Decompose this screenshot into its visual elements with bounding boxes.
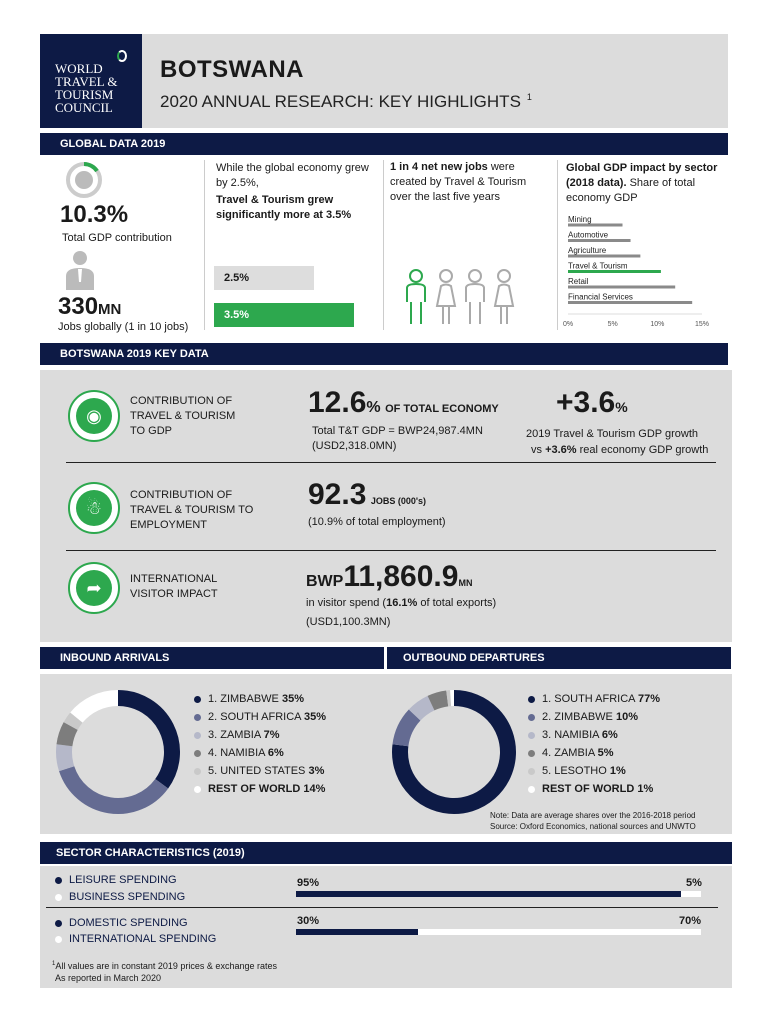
logo-mark-icon bbox=[117, 50, 127, 62]
sector-title-bold: Global GDP impact by sector (2018 data). bbox=[566, 162, 718, 189]
legend-dot bbox=[194, 768, 201, 775]
sector-title-rest: Share of total economy GDP bbox=[566, 177, 696, 204]
business-dot bbox=[55, 894, 62, 901]
legend-value: 35% bbox=[303, 711, 326, 723]
legend-item bbox=[528, 726, 728, 744]
legend-value: 10% bbox=[615, 711, 638, 723]
hiker-icon: ➦ bbox=[76, 570, 112, 606]
note-line: Note: Data are average shares over the 2016-2018 period bbox=[490, 811, 696, 820]
gdp-globe-icon bbox=[64, 162, 104, 198]
legend-label: 5. UNITED STATES bbox=[208, 765, 309, 777]
sector-label: Mining bbox=[568, 215, 592, 224]
legend-value: 6% bbox=[601, 729, 618, 741]
sector-label: Agriculture bbox=[568, 246, 607, 255]
global-gdp-value: 10.3% bbox=[60, 201, 129, 228]
legend-value: 6% bbox=[267, 747, 284, 759]
gdp-contribution-value bbox=[308, 386, 499, 420]
visitor-usd: (USD1,100.3MN) bbox=[306, 616, 391, 628]
visitor-share: 16.1% bbox=[386, 597, 418, 609]
gdp-growth-text-2 bbox=[531, 444, 708, 456]
donut-slice bbox=[400, 715, 414, 745]
jobs-number: 330 bbox=[58, 293, 99, 320]
growth-percent: % bbox=[615, 399, 628, 415]
economy-growth-label: 2.5% bbox=[224, 272, 250, 284]
legend-item bbox=[528, 708, 728, 726]
divider bbox=[66, 550, 716, 551]
sector-bar bbox=[568, 224, 622, 227]
inbound-band: INBOUND ARRIVALS bbox=[40, 647, 384, 669]
legend-label: REST OF WORLD bbox=[208, 783, 304, 795]
footnote bbox=[52, 958, 277, 984]
global-jobs-label: Jobs globally (1 in 10 jobs) bbox=[58, 321, 189, 333]
sector-label: Retail bbox=[568, 277, 589, 286]
globe-icon: ◉ bbox=[76, 398, 112, 434]
sector-chart-title bbox=[566, 161, 726, 206]
legend-label: 4. NAMIBIA bbox=[208, 747, 268, 759]
jobs-unit: MN bbox=[98, 301, 122, 318]
gdp-contribution-label: CONTRIBUTION OF TRAVEL & TOURISM TO GDP bbox=[130, 395, 236, 437]
tourism-growth-bar bbox=[214, 303, 354, 327]
person-tie-icon bbox=[64, 250, 96, 290]
sector-bar bbox=[568, 270, 661, 273]
growth-number: +3.6 bbox=[556, 386, 616, 419]
legend-item bbox=[528, 762, 728, 780]
sector-band: SECTOR CHARACTERISTICS (2019) bbox=[40, 842, 732, 864]
footnote-line-1 bbox=[52, 958, 277, 972]
employment-label: CONTRIBUTION OF TRAVEL & TOURISM TO EMPLOYMENT bbox=[130, 489, 254, 531]
global-gdp-label: Total GDP contribution bbox=[62, 232, 172, 244]
donut-slice bbox=[431, 698, 447, 703]
sector-bar bbox=[568, 239, 631, 242]
legend-dot bbox=[528, 768, 535, 775]
x-tick-label: 15% bbox=[694, 321, 710, 328]
footnote-text-1: All values are in constant 2019 prices & exchange rates bbox=[55, 961, 277, 971]
employment-circle bbox=[68, 482, 120, 534]
employment-number: 92.3 bbox=[308, 478, 367, 511]
legend-label: 1. SOUTH AFRICA bbox=[542, 693, 638, 705]
legend-value: 77% bbox=[637, 693, 660, 705]
leisure-percent: 95% bbox=[297, 877, 320, 889]
logo-line: TOURISM bbox=[55, 87, 114, 102]
gdp-detail-2: (USD2,318.0MN) bbox=[312, 440, 397, 452]
legend-dot bbox=[528, 696, 535, 703]
domestic-dot bbox=[55, 920, 62, 927]
legend-item bbox=[528, 690, 728, 708]
logo-line: TRAVEL & bbox=[55, 74, 118, 89]
legend-value: 1% bbox=[609, 765, 626, 777]
gdp-percent: % bbox=[366, 399, 381, 416]
legend-item bbox=[528, 780, 728, 798]
business-legend bbox=[55, 888, 185, 906]
domestic-bar bbox=[296, 929, 418, 935]
sector-bar bbox=[568, 255, 640, 258]
page-title: BOTSWANA bbox=[160, 56, 304, 83]
growth-rest: real economy GDP growth bbox=[576, 444, 709, 456]
gdp-number: 12.6 bbox=[308, 386, 367, 419]
logo-line: COUNCIL bbox=[55, 100, 113, 115]
inbound-donut bbox=[50, 684, 186, 820]
sector-bar bbox=[568, 301, 692, 304]
legend-item bbox=[194, 726, 384, 744]
legend-label: 2. SOUTH AFRICA bbox=[208, 711, 304, 723]
divider bbox=[46, 907, 718, 908]
donut-slice bbox=[415, 703, 431, 715]
legend-dot bbox=[194, 750, 201, 757]
divider bbox=[383, 160, 384, 330]
botswana-key-data-band: BOTSWANA 2019 KEY DATA bbox=[40, 343, 728, 365]
legend-label: 5. LESOTHO bbox=[542, 765, 610, 777]
leisure-dot bbox=[55, 877, 62, 884]
business-label: BUSINESS SPENDING bbox=[69, 891, 186, 903]
gdp-growth-value bbox=[556, 386, 628, 420]
divider bbox=[557, 160, 558, 330]
donut-slice bbox=[71, 718, 77, 726]
divider bbox=[66, 462, 716, 463]
visitor-number: 11,860.9 bbox=[343, 560, 459, 593]
outbound-legend bbox=[528, 690, 728, 798]
legend-label: 3. NAMIBIA bbox=[542, 729, 602, 741]
visitor-circle bbox=[68, 562, 120, 614]
visitor-unit: MN bbox=[458, 578, 473, 588]
global-growth-text: While the global economy grew by 2.5%, bbox=[216, 162, 369, 189]
leisure-legend bbox=[55, 871, 177, 889]
employment-value bbox=[308, 478, 426, 512]
gdp-detail-1: Total T&T GDP = BWP24,987.4MN bbox=[312, 425, 483, 437]
logo-line: WORLD bbox=[55, 61, 103, 76]
footnote-mark: 1 bbox=[52, 961, 56, 967]
legend-item bbox=[194, 780, 384, 798]
visitor-spend-text bbox=[306, 597, 496, 609]
legend-value: 35% bbox=[281, 693, 304, 705]
gdp-circle bbox=[68, 390, 120, 442]
inbound-legend bbox=[194, 690, 384, 798]
subtitle-footnote-mark: 1 bbox=[526, 92, 532, 103]
tourism-growth-label: 3.5% bbox=[224, 309, 250, 321]
donut-slice bbox=[64, 745, 67, 768]
visitor-prefix: BWP bbox=[306, 573, 344, 590]
visitor-text-a: in visitor spend ( bbox=[306, 597, 387, 609]
visitor-label: INTERNATIONAL VISITOR IMPACT bbox=[130, 573, 218, 600]
legend-item bbox=[194, 762, 384, 780]
international-dot bbox=[55, 936, 62, 943]
legend-value: 14% bbox=[303, 783, 326, 795]
legend-value: 7% bbox=[263, 729, 280, 741]
new-jobs-text bbox=[390, 160, 548, 205]
growth-vs: vs bbox=[531, 444, 546, 456]
legend-label: 3. ZAMBIA bbox=[208, 729, 264, 741]
donut-slice bbox=[67, 769, 162, 806]
legend-dot bbox=[194, 786, 201, 793]
sector-label: Financial Services bbox=[568, 292, 633, 302]
employment-share: (10.9% of total employment) bbox=[308, 516, 446, 528]
legend-dot bbox=[528, 732, 535, 739]
legend-value: 1% bbox=[637, 783, 654, 795]
leisure-label: LEISURE SPENDING bbox=[69, 874, 177, 886]
legend-dot bbox=[194, 696, 201, 703]
legend-value: 3% bbox=[308, 765, 325, 777]
legend-item bbox=[194, 708, 384, 726]
business-percent: 5% bbox=[686, 877, 702, 889]
subtitle-text: 2020 ANNUAL RESEARCH: KEY HIGHLIGHTS bbox=[160, 92, 521, 111]
visitor-text-c: of total exports) bbox=[417, 597, 497, 609]
international-label: INTERNATIONAL SPENDING bbox=[69, 933, 217, 945]
international-percent: 70% bbox=[679, 915, 702, 927]
real-growth-value: +3.6% bbox=[545, 444, 577, 456]
page-subtitle bbox=[160, 92, 532, 112]
donut-slice bbox=[76, 698, 118, 718]
legend-item bbox=[528, 744, 728, 762]
legend-dot bbox=[528, 786, 535, 793]
legend-item bbox=[194, 690, 384, 708]
outbound-donut bbox=[386, 684, 522, 820]
sector-label: Automotive bbox=[568, 230, 609, 240]
legend-dot bbox=[528, 714, 535, 721]
new-jobs-bold: 1 in 4 net new jobs bbox=[390, 161, 488, 173]
person-check-icon: ☃ bbox=[76, 490, 112, 526]
legend-item bbox=[194, 744, 384, 762]
donut-slice bbox=[64, 726, 70, 745]
donut-slice bbox=[118, 698, 172, 784]
domestic-percent: 30% bbox=[297, 915, 320, 927]
sector-bar-chart bbox=[560, 210, 720, 332]
x-tick-label: 5% bbox=[607, 321, 618, 328]
legend-label: REST OF WORLD bbox=[542, 783, 638, 795]
x-tick-label: 0% bbox=[562, 321, 574, 328]
gdp-suffix: OF TOTAL ECONOMY bbox=[385, 403, 499, 415]
footnote-line-2: As reported in March 2020 bbox=[55, 973, 162, 983]
source-note bbox=[490, 810, 696, 832]
people-icons bbox=[403, 268, 521, 326]
international-legend bbox=[55, 930, 216, 948]
legend-dot bbox=[528, 750, 535, 757]
outbound-band: OUTBOUND DEPARTURES bbox=[387, 647, 731, 669]
employment-suffix: JOBS (000's) bbox=[370, 496, 427, 506]
source-line: Source: Oxford Economics, national sources and UNWTO bbox=[490, 822, 696, 831]
legend-label: 4. ZAMBIA bbox=[542, 747, 598, 759]
legend-value: 5% bbox=[597, 747, 614, 759]
legend-label: 1. ZIMBABWE bbox=[208, 693, 282, 705]
new-jobs-rest: were created by Travel & Tourism over the last five years bbox=[390, 161, 527, 203]
visitor-value bbox=[306, 560, 472, 594]
global-jobs-value bbox=[58, 293, 121, 321]
divider bbox=[204, 160, 205, 330]
header-panel bbox=[40, 34, 728, 128]
sector-label: Travel & Tourism bbox=[568, 261, 628, 271]
leisure-bar bbox=[296, 891, 681, 897]
gdp-growth-text-1: 2019 Travel & Tourism GDP growth bbox=[526, 428, 699, 440]
economy-growth-bar bbox=[214, 266, 314, 290]
global-data-band: GLOBAL DATA 2019 bbox=[40, 133, 728, 155]
legend-label: 2. ZIMBABWE bbox=[542, 711, 616, 723]
sector-bar bbox=[568, 286, 675, 289]
legend-dot bbox=[194, 714, 201, 721]
wttc-logo bbox=[40, 34, 142, 128]
legend-dot bbox=[194, 732, 201, 739]
x-tick-label: 10% bbox=[650, 321, 665, 328]
global-growth-bold: Travel & Tourism grew significantly more at 3.5% bbox=[216, 194, 352, 221]
domestic-label: DOMESTIC SPENDING bbox=[69, 917, 188, 929]
